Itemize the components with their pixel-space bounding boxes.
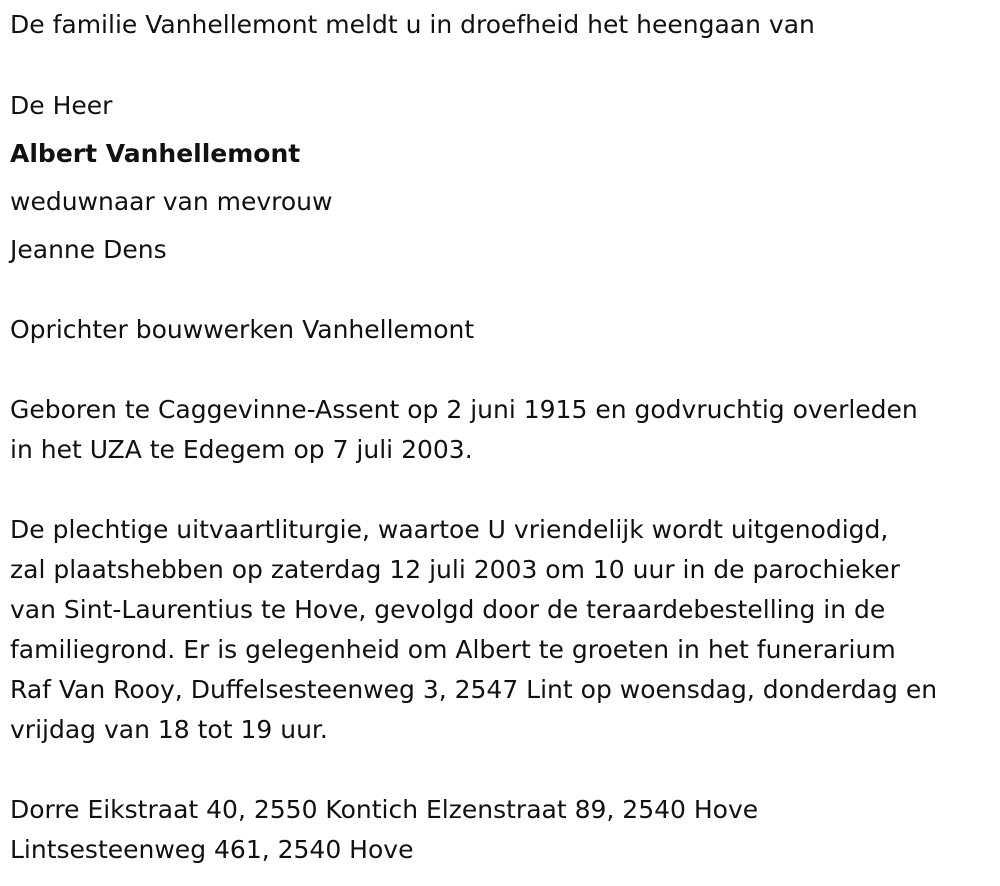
spouse-name: Jeanne Dens xyxy=(10,235,167,264)
occupation-text: Oprichter bouwwerken Vanhellemont xyxy=(10,315,475,344)
honorific: De Heer xyxy=(10,91,113,120)
birth-death-line: in het UZA te Edegem op 7 juli 2003. xyxy=(10,435,473,464)
address-line: Lintsesteenweg 461, 2540 Hove xyxy=(10,835,414,864)
funeral-line: familiegrond. Er is gelegenheid om Albert te groeten in het funerarium xyxy=(10,635,896,664)
intro-text: De familie Vanhellemont meldt u in droefheid het heengaan van xyxy=(10,10,815,39)
funeral-line: van Sint-Laurentius te Hove, gevolgd door de teraardebestelling in de xyxy=(10,595,886,624)
death-notice xyxy=(10,0,995,886)
funeral-line: Raf Van Rooy, Duffelsesteenweg 3, 2547 Lint op woensdag, donderdag en xyxy=(10,675,938,704)
deceased-name: Albert Vanhellemont xyxy=(10,139,301,168)
funeral-line: vrijdag van 18 tot 19 uur. xyxy=(10,715,328,744)
funeral-line: zal plaatshebben op zaterdag 12 juli 2003 om 10 uur in de parochieker xyxy=(10,555,900,584)
birth-death-line: Geboren te Caggevinne-Assent op 2 juni 1915 en godvruchtig overleden xyxy=(10,395,918,424)
address-line: Dorre Eikstraat 40, 2550 Kontich Elzenstraat 89, 2540 Hove xyxy=(10,795,759,824)
funeral-line: De plechtige uitvaartliturgie, waartoe U vriendelijk wordt uitgenodigd, xyxy=(10,515,889,544)
relation-text: weduwnaar van mevrouw xyxy=(10,187,333,216)
